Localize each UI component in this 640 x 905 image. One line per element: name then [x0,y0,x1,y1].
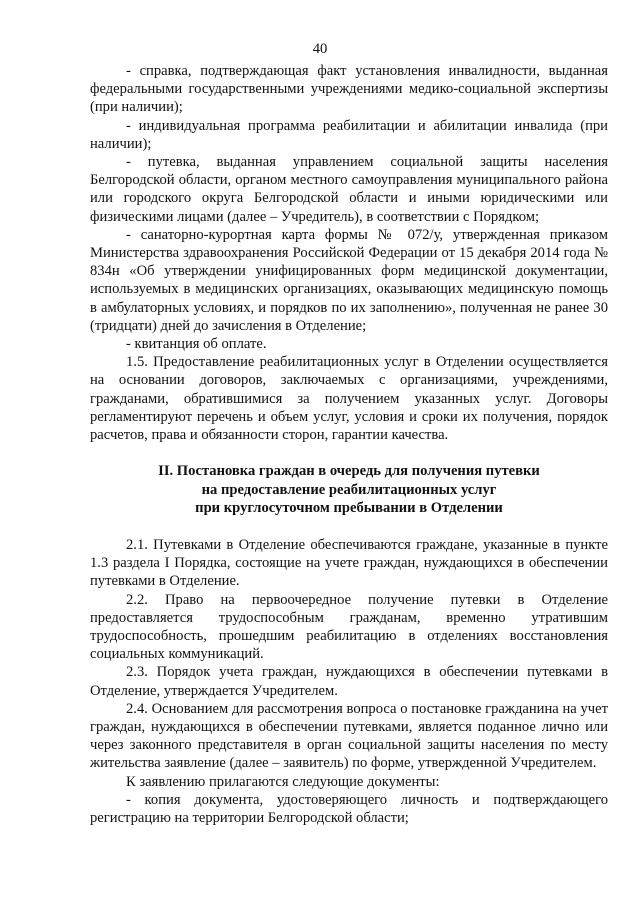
section-heading [90,462,608,518]
paragraph: - индивидуальная программа реабилитации и абилитации инвалида (при наличии); [90,117,608,152]
section-heading-line: при круглосуточном пребывании в Отделении [195,500,503,517]
paragraph: - санаторно-курортная карта формы № 072/у, утвержденная приказом Министерства здравоохранения Российской Федерации от 15 декабря 2014 года № 834н «Об утверждении унифицированных форм медицинской документации, используемых в медицинских организациях, оказывающих медицинскую помощь в амбулаторных условиях, и порядков по их заполнению», полученная не ранее 30 (тридцати) дней до зачисления в Отделение; [90,226,608,334]
section-heading-line: II. Постановка граждан в очередь для получения путевки [158,463,540,480]
paragraph: К заявлению прилагаются следующие документы: [126,773,440,790]
paragraph: - копия документа, удостоверяющего личность и подтверждающего регистрацию на территории Белгородской области; [90,791,608,827]
paragraph: 2.3. Порядок учета граждан, нуждающихся в обеспечении путевками в Отделение, утверждается Учредителем. [90,664,608,699]
paragraph: - квитанция об оплате. [126,336,267,353]
document-body [90,62,608,827]
paragraph: 1.5. Предоставление реабилитационных услуг в Отделении осуществляется на основании договоров, заключаемых с организациями, учреждениями, гражданами, обратившимися за получением указанных услуг. Договоры регламентируют перечень и объем услуг, условия и сроки их получения, порядок расчетов, права и обязанности сторон, гарантии качества. [90,354,608,444]
paragraph: 2.1. Путевками в Отделение обеспечиваются граждане, указанные в пункте 1.3 раздела I Порядка, состоящие на учете граждан, нуждающихся в обеспечении путевками в Отделение. [90,537,608,590]
paragraph: - путевка, выданная управлением социальной защиты населения Белгородской области, органом местного самоуправления муниципального района или городского округа Белгородской области и иными юридическими или физическими лицами (далее – Учредитель), в соответствии с Порядком; [90,154,608,225]
page-number: 40 [312,41,328,57]
spacer [90,518,608,536]
spacer [90,444,608,462]
paragraph: - справка, подтверждающая факт установления инвалидности, выданная федеральными государственными учреждениями медико-социальной экспертизы (при наличии); [90,63,608,116]
paragraph: 2.2. Право на первоочередное получение путевки в Отделение предоставляется трудоспособным гражданам, временно утратившим трудоспособность, прошедшим реабилитацию в отделениях восстановления социальных коммуникаций. [90,591,608,663]
paragraph: 2.4. Основанием для рассмотрения вопроса о постановке гражданина на учет граждан, нуждающихся в обеспечении путевками, является поданное лично или через законного представителя в орган социальной защиты населения по месту жительства заявление (далее – заявитель) по форме, утвержденной Учредителем. [90,700,608,772]
section-heading-line: на предоставление реабилитационных услуг [201,481,497,498]
